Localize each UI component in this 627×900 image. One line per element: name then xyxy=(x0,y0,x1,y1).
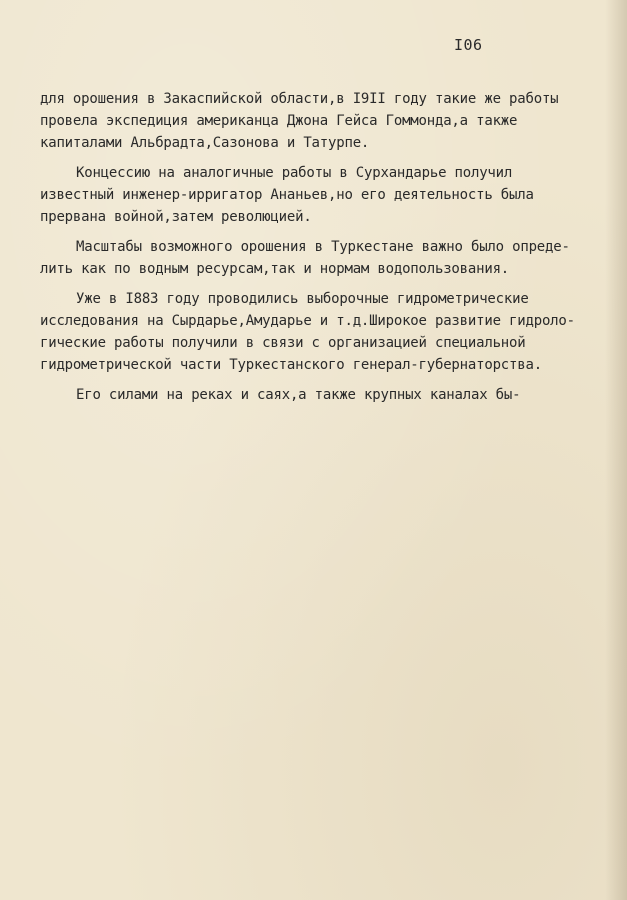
paragraph xyxy=(40,384,600,406)
text-line: Концессию на аналогичные работы в Сурхандарье получил xyxy=(76,165,513,181)
document-body xyxy=(40,88,600,406)
text-line: известный инженер-ирригатор Ананьев,но его деятельность была xyxy=(40,187,534,203)
text-line: исследования на Сырдарье,Амударье и т.д.Широкое развитие гидроло- xyxy=(40,313,575,329)
paragraph xyxy=(40,236,600,280)
text-line: Масштабы возможного орошения в Туркестане важно было опреде- xyxy=(76,239,570,255)
text-line: капиталами Альбрадта,Сазонова и Татурпе. xyxy=(40,135,370,151)
text-line: гидрометрической части Туркестанского генерал-губернаторства. xyxy=(40,357,542,373)
text-line: Его силами на реках и саях,а также крупных каналах бы- xyxy=(76,387,521,403)
paragraph xyxy=(40,88,600,154)
page-edge-shadow xyxy=(605,0,627,900)
page-number: I06 xyxy=(454,36,483,54)
text-line: гические работы получили в связи с организацией специальной xyxy=(40,335,526,351)
text-line: Уже в I883 году проводились выборочные гидрометрические xyxy=(76,291,529,307)
text-line: для орошения в Закаспийской области,в I9II году такие же работы xyxy=(40,91,559,107)
paragraph xyxy=(40,288,600,376)
text-line: лить как по водным ресурсам,так и нормам водопользования. xyxy=(40,261,510,277)
text-line: прервана войной,затем революцией. xyxy=(40,209,312,225)
paragraph xyxy=(40,162,600,228)
text-line: провела экспедиция американца Джона Гейса Гоммонда,а также xyxy=(40,113,518,129)
